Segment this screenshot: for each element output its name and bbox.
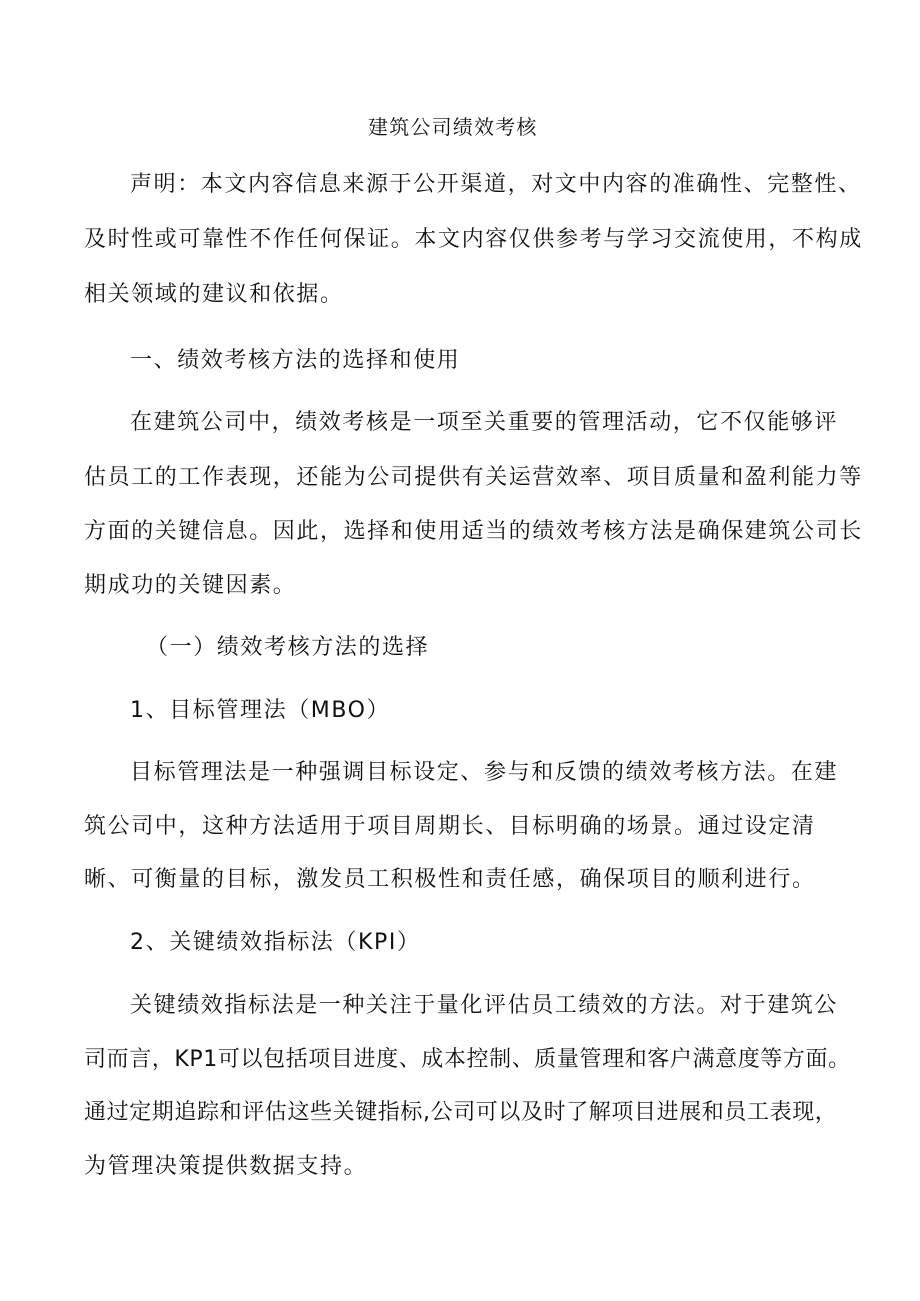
item-1-heading: 1、目标管理法（MBO） xyxy=(130,698,391,723)
disclaimer-line-3: 相关领域的建议和依据。 xyxy=(84,282,344,307)
item-2-para-line-3: 通过定期追踪和评估这些关键指标,公司可以及时了解项目进展和员工表现， xyxy=(84,1100,838,1125)
item-1-para-line-1: 目标管理法是一种强调目标设定、参与和反馈的绩效考核方法。在建 xyxy=(130,760,839,785)
section-1-para-line-2: 估员工的工作表现，还能为公司提供有关运营效率、项目质量和盈利能力等 xyxy=(84,465,863,490)
item-2-para-line-4: 为管理决策提供数据支持。 xyxy=(84,1154,368,1179)
section-1-heading: 一、绩效考核方法的选择和使用 xyxy=(130,348,461,373)
item-2-para-line-2: 司而言，KP1可以包括项目进度、成本控制、质量管理和客户满意度等方面。 xyxy=(84,1047,851,1072)
item-1-para-line-3: 晰、可衡量的目标，激发员工积极性和责任感，确保项目的顺利进行。 xyxy=(84,867,816,892)
document-title: 建筑公司绩效考核 xyxy=(368,115,538,139)
section-1-para-line-4: 期成功的关键因素。 xyxy=(84,573,297,598)
disclaimer-line-2: 及时性或可靠性不作任何保证。本文内容仅供参考与学习交流使用，不构成 xyxy=(84,227,863,252)
item-1-para-line-2: 筑公司中，这种方法适用于项目周期长、目标明确的场景。通过设定清 xyxy=(84,814,816,839)
subsection-1-heading: （一）绩效考核方法的选择 xyxy=(146,635,430,660)
section-1-para-line-3: 方面的关键信息。因此，选择和使用适当的绩效考核方法是确保建筑公司长 xyxy=(84,519,863,544)
item-2-heading: 2、关键绩效指标法（KPI） xyxy=(130,930,421,955)
disclaimer-line-1: 声明：本文内容信息来源于公开渠道，对文中内容的准确性、完整性、 xyxy=(130,172,862,197)
item-2-para-line-1: 关键绩效指标法是一种关注于量化评估员工绩效的方法。对于建筑公 xyxy=(130,993,839,1018)
section-1-para-line-1: 在建筑公司中，绩效考核是一项至关重要的管理活动，它不仅能够评 xyxy=(130,410,839,435)
